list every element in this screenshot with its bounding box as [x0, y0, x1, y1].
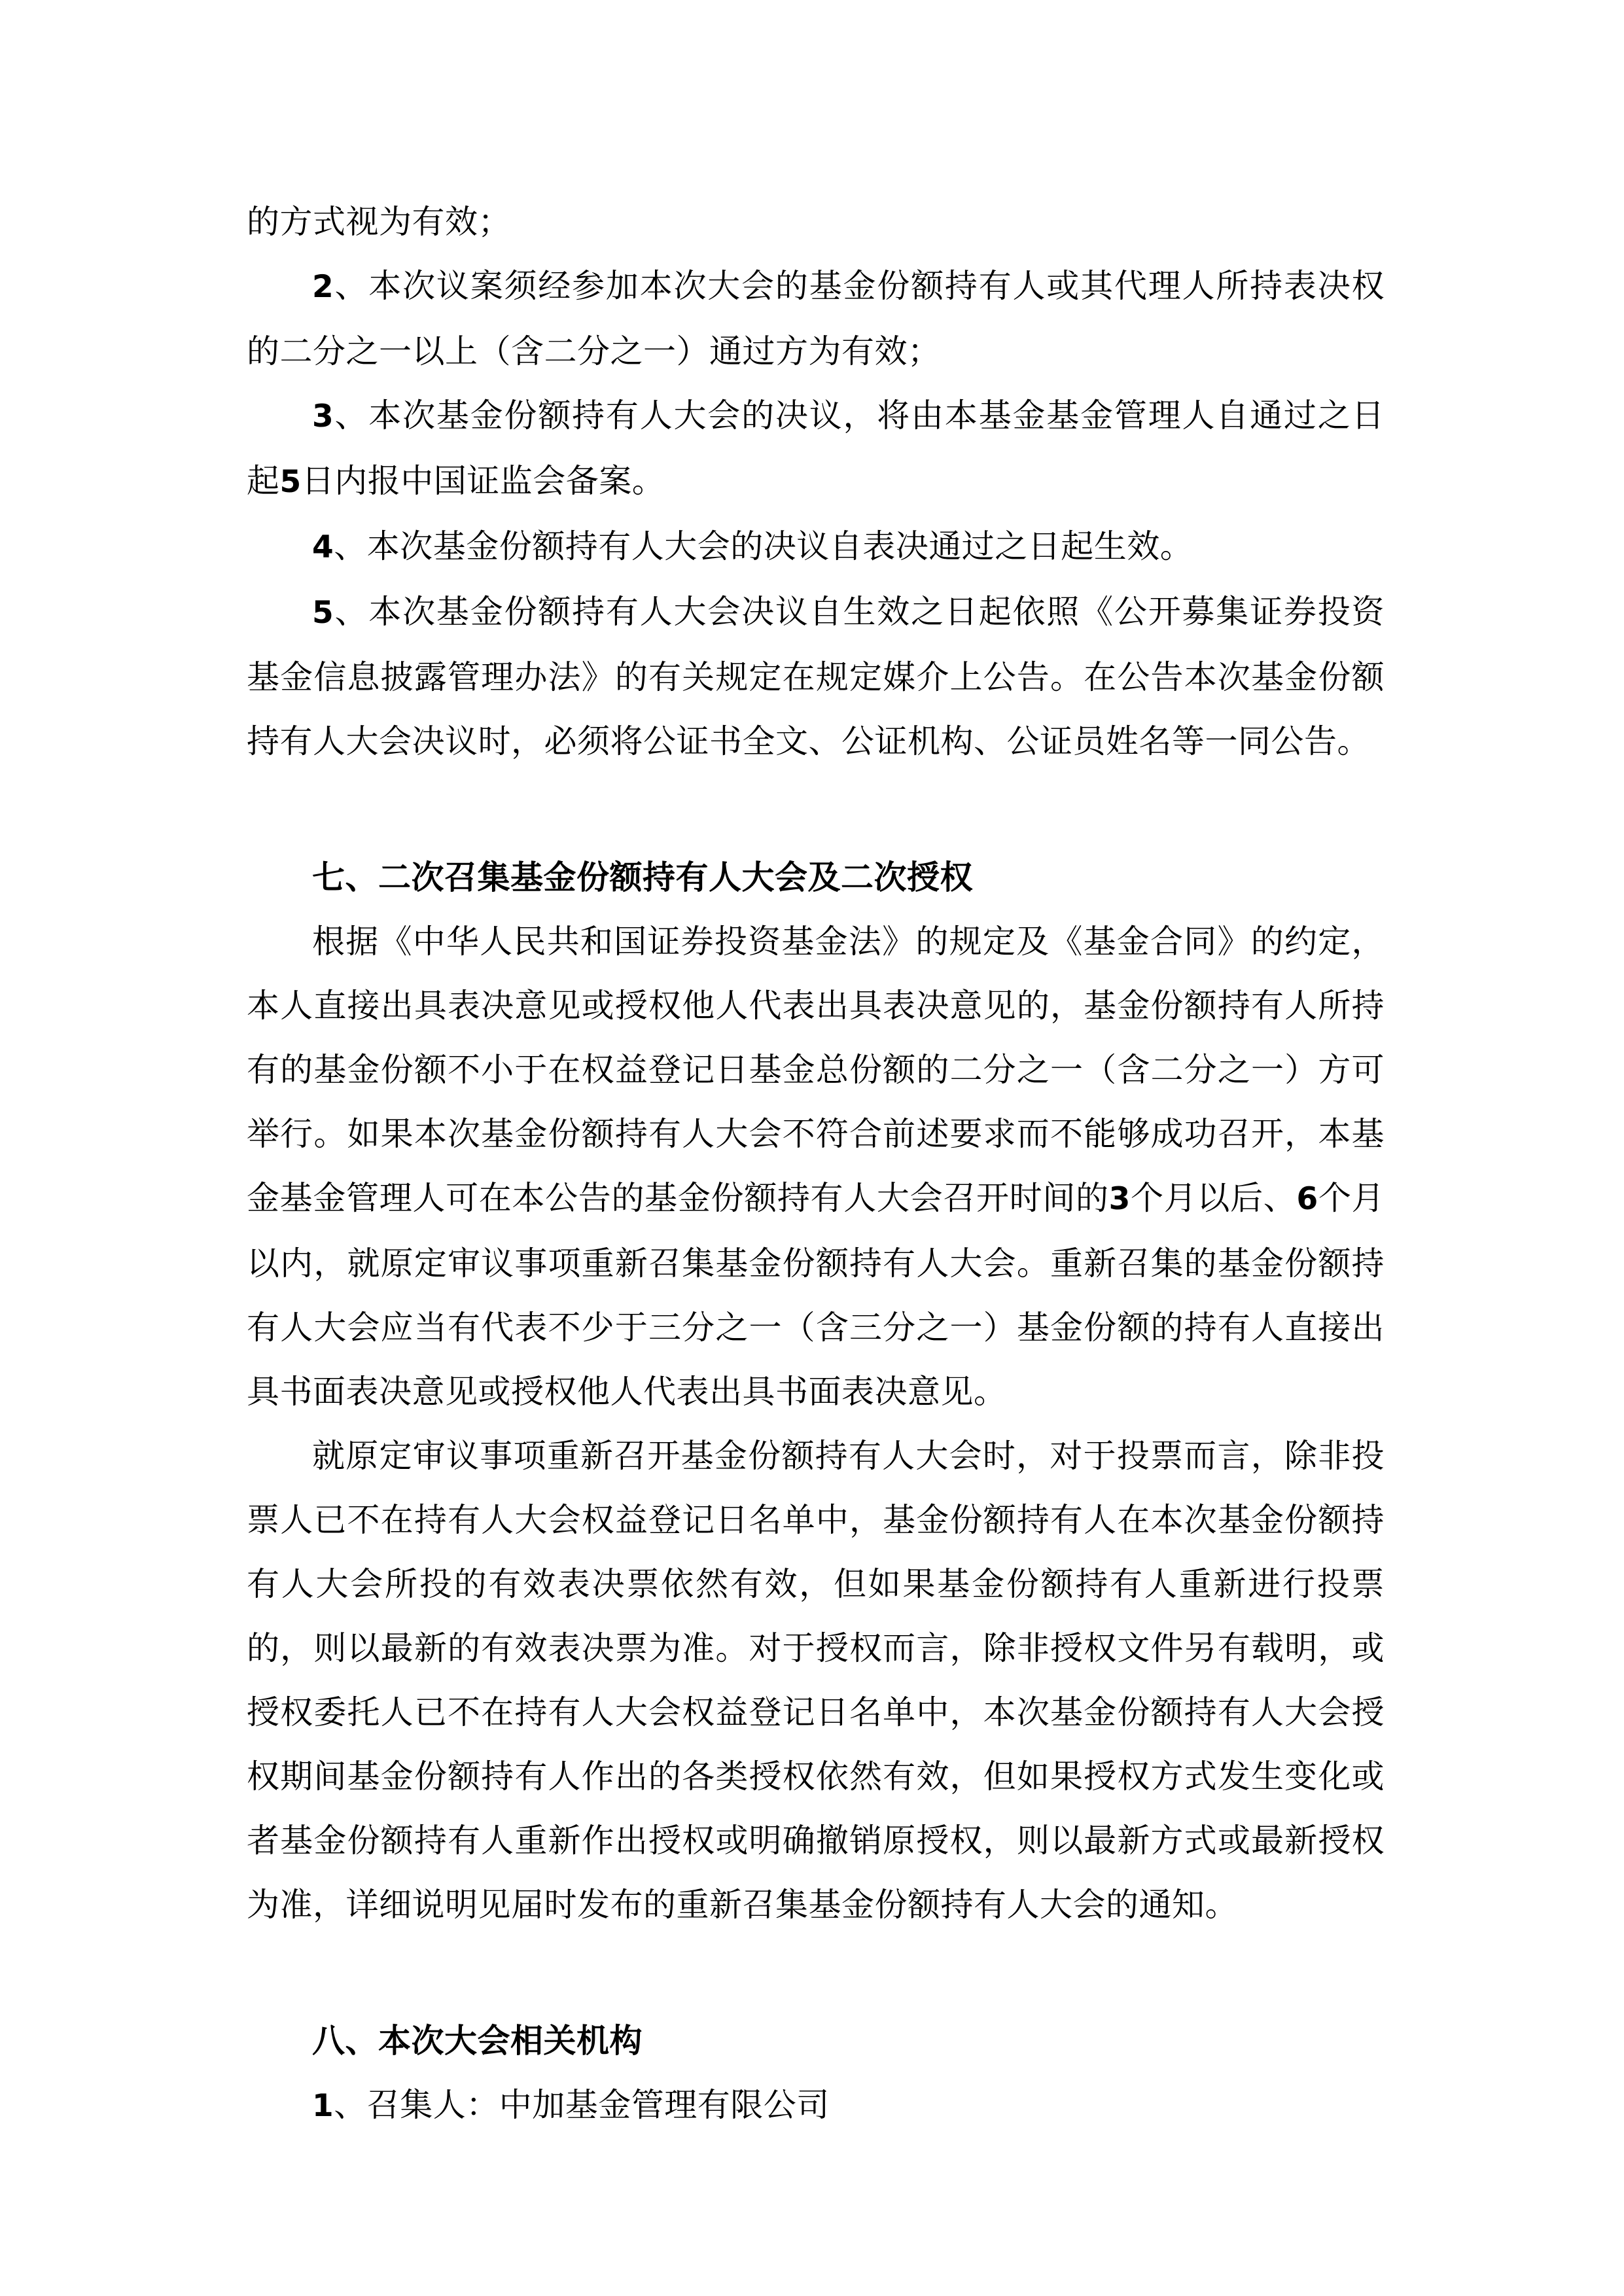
paragraph: 就原定审议事项重新召开基金份额持有人大会时，对于投票而言，除非投票人已不在持有人大会权益登记日名单中，基金份额持有人在本次基金份额持有人大会所投的有效表决票依然有效，但如果基金份额持有人重新进行投票的，则以最新的有效表决票为准。对于授权而言，除非授权文件另有载明，或授权委托人已不在持有人大会权益登记日名单中，本次基金份额持有人大会授权期间基金份额持有人作出的各类授权依然有效，但如果授权方式发生变化或者基金份额持有人重新作出授权或明确撤销原授权，则以最新方式或最新授权为准，详细说明见届时发布的重新召集基金份额持有人大会的通知。 [247, 1438, 1385, 1923]
inline-number: 5 [312, 595, 334, 631]
document-content [247, 0, 1385, 2138]
inline-number: 6 [1296, 1181, 1318, 1217]
inline-number: 3 [312, 398, 334, 434]
paragraph: 1、召集人：中加基金管理有限公司 [312, 2087, 830, 2124]
section-heading: 八、本次大会相关机构 [312, 2022, 643, 2059]
paragraph: 根据《中华人民共和国证券投资基金法》的规定及《基金合同》的约定，本人直接出具表决意见或授权他人代表出具表决意见的，基金份额持有人所持有的基金份额不小于在权益登记日基金总份额的二分之一（含二分之一）方可举行。如果本次基金份额持有人大会不符合前述要求而不能够成功召开，本基金基金管理人可在本公告的基金份额持有人大会召开时间的3个月以后、6个月以内，就原定审议事项重新召集基金份额持有人大会。重新召集的基金份额持有人大会应当有代表不少于三分之一（含三分之一）基金份额的持有人直接出具书面表决意见或授权他人代表出具书面表决意见。 [247, 923, 1385, 1410]
inline-number: 5 [279, 464, 302, 500]
paragraph: 2、本次议案须经参加本次大会的基金份额持有人或其代理人所持表决权的二分之一以上（含二分之一）通过方为有效； [247, 268, 1385, 370]
inline-number: 1 [312, 2088, 334, 2124]
paragraph: 的方式视为有效； [247, 203, 511, 240]
paragraph: 4、本次基金份额持有人大会的决议自表决通过之日起生效。 [312, 528, 1193, 565]
inline-number: 2 [312, 269, 334, 305]
inline-number: 3 [1108, 1181, 1131, 1217]
section-heading: 七、二次召集基金份额持有人大会及二次授权 [312, 859, 973, 896]
paragraph: 5、本次基金份额持有人大会决议自生效之日起依照《公开募集证券投资基金信息披露管理办法》的有关规定在规定媒介上公告。在公告本次基金份额持有人大会决议时，必须将公证书全文、公证机构、公证员姓名等一同公告。 [247, 593, 1385, 760]
paragraph: 3、本次基金份额持有人大会的决议，将由本基金基金管理人自通过之日起5日内报中国证监会备案。 [247, 397, 1385, 500]
inline-number: 4 [312, 529, 334, 565]
